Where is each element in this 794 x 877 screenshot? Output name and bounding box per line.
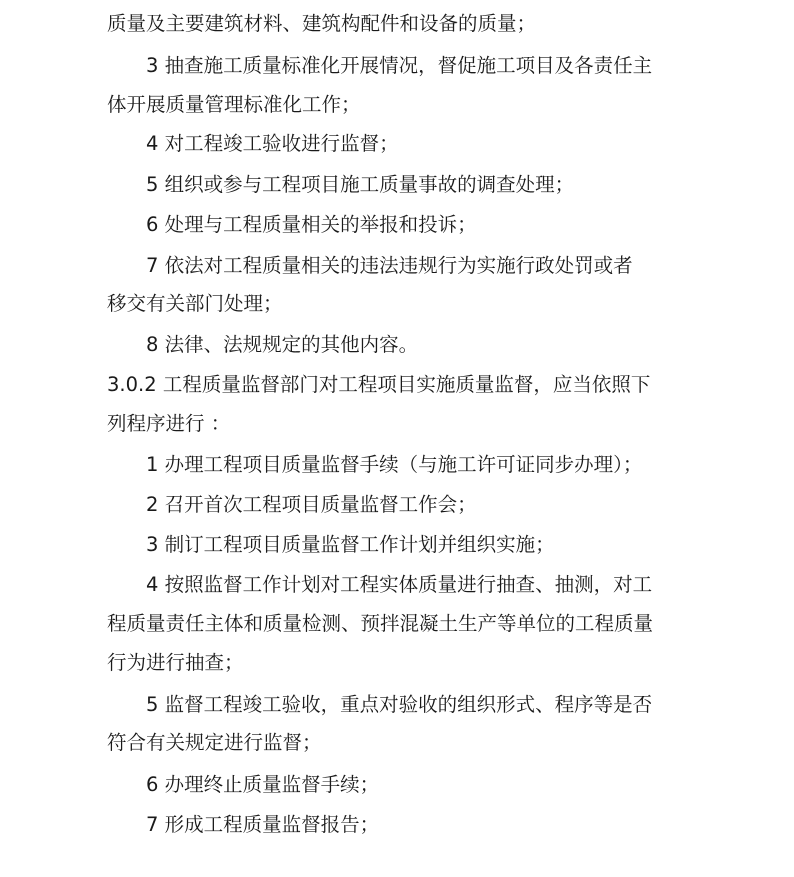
text-line: 程质量责任主体和质量检测、预拌混凝土生产等单位的工程质量	[107, 612, 654, 635]
text-line: 3 抽查施工质量标准化开展情况，督促施工项目及各责任主	[146, 54, 653, 77]
text-line: 5 监督工程竣工验收，重点对验收的组织形式、程序等是否	[146, 693, 653, 716]
text-line: 7 形成工程质量监督报告；	[146, 813, 380, 836]
text-line: 质量及主要建筑材料、建筑构配件和设备的质量；	[107, 12, 537, 35]
text-line: 2 召开首次工程项目质量监督工作会；	[146, 493, 477, 516]
section-heading: 3.0.2 工程质量监督部门对工程项目实施质量监督，应当依照下	[107, 373, 651, 396]
text-line: 6 办理终止质量监督手续；	[146, 773, 380, 796]
text-line: 行为进行抽查；	[107, 651, 244, 674]
text-line: 5 组织或参与工程项目施工质量事故的调查处理；	[146, 173, 575, 196]
text-line: 7 依法对工程质量相关的违法违规行为实施行政处罚或者	[146, 254, 633, 277]
text-line: 4 对工程竣工验收进行监督；	[146, 132, 399, 155]
text-line: 6 处理与工程质量相关的举报和投诉；	[146, 213, 477, 236]
text-line: 1 办理工程项目质量监督手续（与施工许可证同步办理）；	[146, 453, 643, 476]
text-line: 列程序进行 ：	[107, 412, 231, 435]
text-line: 体开展质量管理标准化工作；	[107, 93, 361, 116]
text-line: 3 制订工程项目质量监督工作计划并组织实施；	[146, 533, 555, 556]
text-line: 移交有关部门处理；	[107, 292, 283, 315]
text-line: 4 按照监督工作计划对工程实体质量进行抽查、抽测，对工	[146, 573, 653, 596]
text-line: 8 法律、法规规定的其他内容。	[146, 333, 419, 356]
text-line: 符合有关规定进行监督；	[107, 731, 322, 754]
